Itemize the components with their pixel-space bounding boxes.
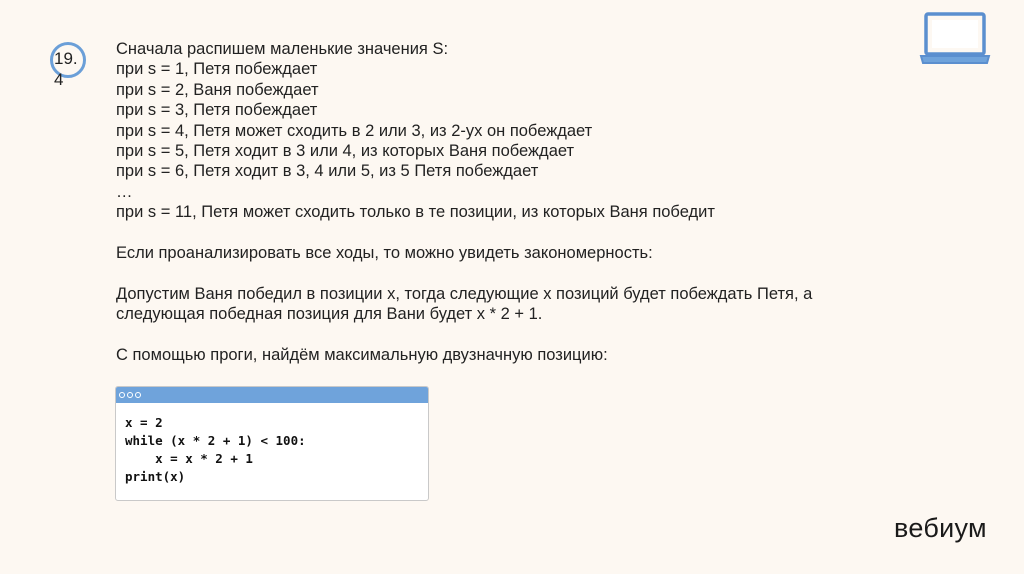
text-line: Допустим Ваня победил в позиции x, тогда следующие x позиций будет побеждать Петя, а bbox=[116, 284, 813, 303]
slide-number bbox=[54, 48, 78, 90]
text-line: при s = 5, Петя ходит в 3 или 4, из которых Ваня побеждает bbox=[116, 142, 575, 161]
text-line: Сначала распишем маленькие значения S: bbox=[116, 40, 449, 58]
text-line: при s = 2, Ваня побеждает bbox=[116, 80, 319, 99]
window-dot-icon bbox=[135, 392, 141, 398]
blank-line bbox=[116, 325, 916, 345]
text-line: при s = 4, Петя может сходить в 2 или 3, из 2-ух он побеждает bbox=[116, 121, 593, 140]
text-line: при s = 11, Петя может сходить только в те позиции, из которых Ваня победит bbox=[116, 203, 715, 222]
text-line: при s = 6, Петя ходит в 3, 4 или 5, из 5 Петя побеждает bbox=[116, 162, 539, 181]
code-block bbox=[116, 403, 428, 486]
code-line: while (x * 2 + 1) < 100: bbox=[125, 433, 306, 448]
text-line: при s = 1, Петя побеждает bbox=[116, 60, 318, 79]
blank-line bbox=[116, 223, 916, 243]
text-line: при s = 3, Петя побеждает bbox=[116, 101, 318, 120]
slide-body bbox=[116, 39, 916, 365]
window-dot-icon bbox=[127, 392, 133, 398]
text-line: … bbox=[116, 182, 133, 201]
code-line: x = 2 bbox=[125, 415, 163, 430]
code-line: x = x * 2 + 1 bbox=[125, 451, 253, 466]
window-dot-icon bbox=[119, 392, 125, 398]
code-window bbox=[115, 386, 429, 501]
text-line: следующая победная позиция для Вани будет x * 2 + 1. bbox=[116, 305, 543, 324]
code-window-titlebar bbox=[116, 387, 428, 403]
brand-logo: вебиум bbox=[894, 513, 987, 543]
code-line: print(x) bbox=[125, 469, 186, 484]
blank-line bbox=[116, 263, 916, 283]
laptop-icon bbox=[918, 11, 992, 67]
text-line: С помощью проги, найдём максимальную двузначную позицию: bbox=[116, 346, 608, 365]
text-line: Если проанализировать все ходы, то можно увидеть закономерность: bbox=[116, 244, 653, 263]
slide-number-text: 19. 4 bbox=[54, 49, 78, 89]
